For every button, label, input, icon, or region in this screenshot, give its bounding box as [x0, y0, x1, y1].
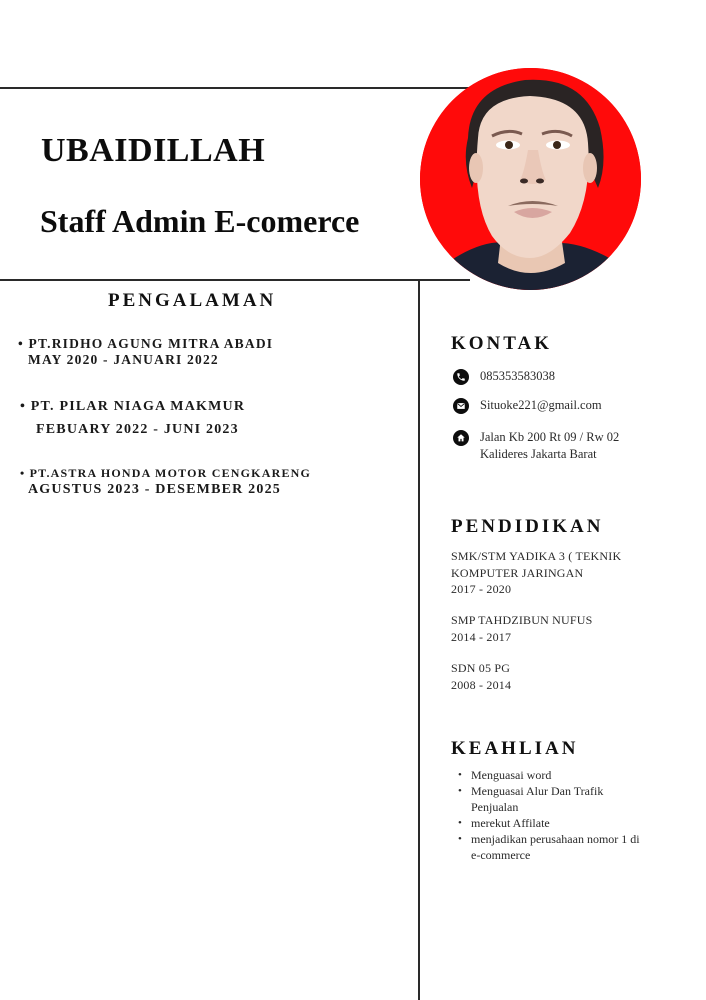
skill-item: • Menguasai Alur Dan Trafik Penjualan: [458, 783, 648, 815]
skills-heading: KEAHLIAN: [451, 738, 579, 759]
education-item: [451, 548, 621, 598]
experience-period: FEBUARY 2022 - JUNI 2023: [36, 422, 239, 437]
phone-number[interactable]: 085353583038: [480, 369, 555, 383]
experience-company: • PT.RIDHO AGUNG MITRA ABADI: [18, 336, 274, 351]
school-name-line-1: SMK/STM YADIKA 3 ( TEKNIK: [451, 549, 622, 563]
school-name: SDN 05 PG: [451, 661, 511, 675]
phone-icon: [453, 369, 469, 385]
school-years: 2008 - 2014: [451, 677, 512, 692]
skill-item: • menjadikan perusahaan nomor 1 di e-commerce: [458, 831, 648, 863]
experience-company: • PT. PILAR NIAGA MAKMUR: [20, 399, 246, 414]
header-bottom-divider: [0, 279, 470, 281]
email-address[interactable]: Situoke221@gmail.com: [480, 398, 602, 412]
profile-photo: [420, 68, 641, 290]
home-icon: [453, 430, 469, 446]
experience-company: • PT.ASTRA HONDA MOTOR CENGKARENG: [20, 466, 312, 480]
contact-heading: KONTAK: [451, 333, 553, 354]
email-icon: [453, 398, 469, 414]
skill-item: • merekut Affilate: [458, 815, 648, 831]
school-years: 2017 - 2020: [451, 582, 512, 596]
address-line-2: Kalideres Jakarta Barat: [480, 447, 597, 461]
job-title: Staff Admin E-comerce: [40, 203, 360, 239]
experience-item: [20, 466, 311, 498]
skill-item: • Menguasai word: [458, 767, 648, 783]
experience-item: [18, 336, 273, 368]
column-divider: [418, 280, 420, 1000]
contact-address: [453, 429, 619, 463]
school-name: SMP TAHDZIBUN NUFUS: [451, 613, 593, 627]
address-text: [480, 429, 619, 463]
experience-period: MAY 2020 - JANUARI 2022: [28, 352, 219, 367]
skills-list: [458, 767, 648, 863]
contact-email: [453, 397, 602, 414]
education-heading: PENDIDIKAN: [451, 516, 604, 537]
header-top-divider: [0, 87, 470, 89]
experience-item: [20, 399, 245, 438]
school-name-line-2: KOMPUTER JARINGAN: [451, 565, 584, 580]
experience-period: AGUSTUS 2023 - DESEMBER 2025: [28, 482, 281, 497]
candidate-name: UBAIDILLAH: [41, 132, 266, 169]
education-item: [451, 660, 511, 693]
education-item: [451, 612, 593, 645]
school-years: 2014 - 2017: [451, 629, 512, 644]
address-line-1: Jalan Kb 200 Rt 09 / Rw 02: [480, 430, 620, 444]
person-portrait-icon: [420, 68, 641, 290]
contact-phone: [453, 368, 555, 385]
experience-heading: PENGALAMAN: [108, 290, 277, 311]
